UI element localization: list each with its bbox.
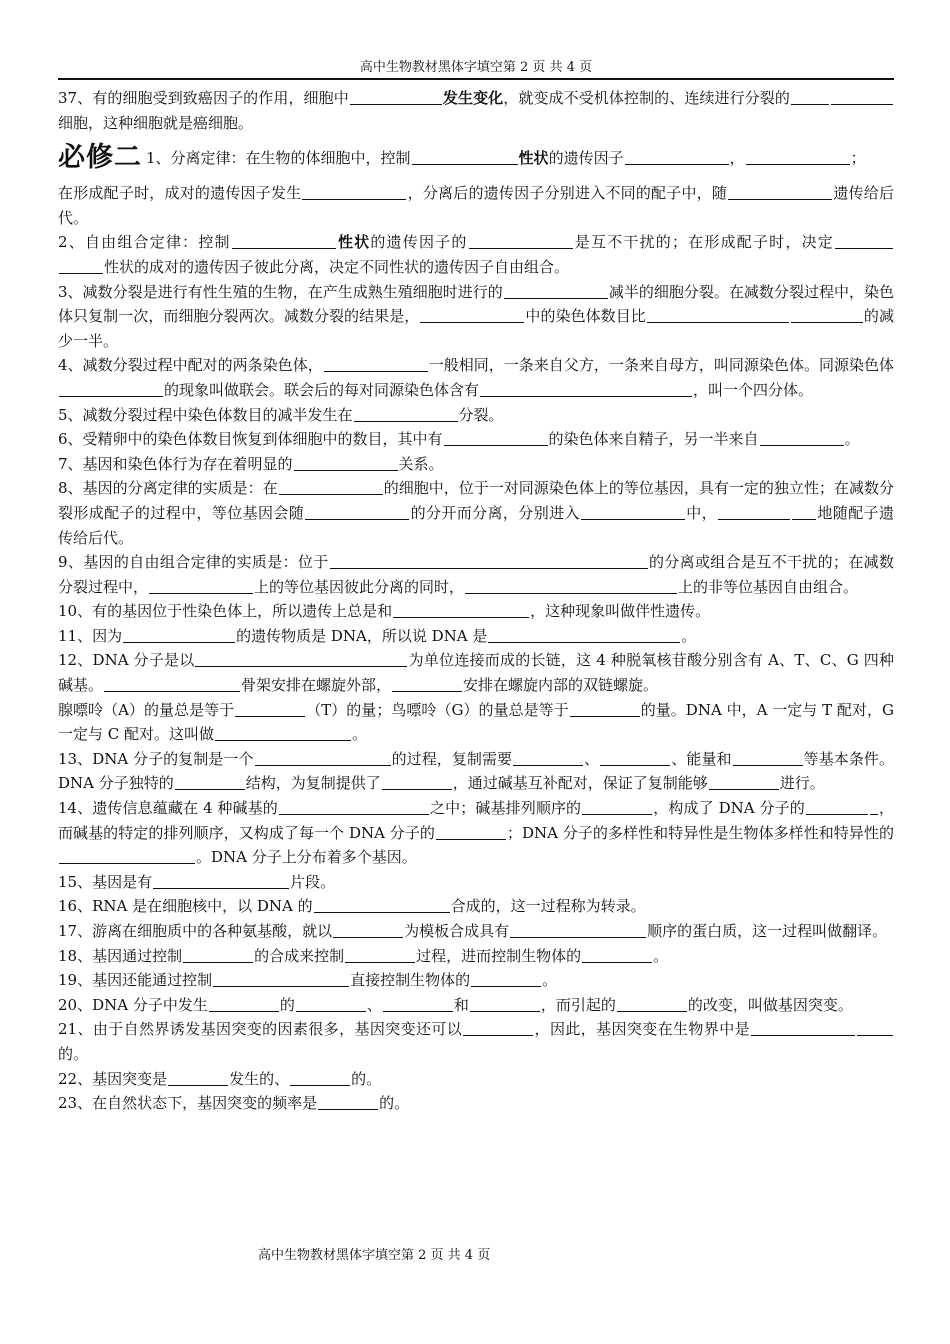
blank[interactable] xyxy=(792,502,816,520)
blank[interactable] xyxy=(581,502,685,520)
question-15: 15、基因是有 片段。 xyxy=(58,872,336,891)
blank[interactable] xyxy=(488,625,680,643)
blank[interactable] xyxy=(582,945,652,963)
blank[interactable] xyxy=(831,87,893,105)
blank[interactable] xyxy=(469,231,573,249)
section-title: 必修二 xyxy=(58,142,142,174)
blank[interactable] xyxy=(791,87,829,105)
blank[interactable] xyxy=(324,354,428,372)
blank[interactable] xyxy=(420,305,524,323)
blank[interactable] xyxy=(709,772,779,790)
question-18: 18、基因通过控制 的合成来控制 过程，进而控制生物体的 。 xyxy=(58,946,669,965)
blank[interactable] xyxy=(209,994,279,1012)
blank[interactable] xyxy=(718,502,790,520)
blank[interactable] xyxy=(235,699,305,717)
blank[interactable] xyxy=(733,748,803,766)
blank[interactable] xyxy=(392,674,462,692)
question-11: 11、因为 的遗传物质是 DNA，所以说 DNA 是 。 xyxy=(58,626,697,645)
blank[interactable] xyxy=(296,994,366,1012)
blank[interactable] xyxy=(153,871,289,889)
blank[interactable] xyxy=(59,379,163,397)
question-37: 37、有的细胞受到致癌因子的作用，细胞中 发生变化，就变成不受机体控制的、连续进行分裂的细胞，这种细胞就是癌细胞。 xyxy=(58,86,894,135)
blank[interactable] xyxy=(290,1068,350,1086)
blank[interactable] xyxy=(383,994,453,1012)
blank[interactable] xyxy=(195,649,407,667)
blank[interactable] xyxy=(751,1018,855,1036)
blank[interactable] xyxy=(746,147,850,165)
question-12-cont: 腺嘌呤（A）的量总是等于 （T）的量；鸟嘌呤（G）的量总是等于 的量。DNA 中，A 一定与 T 配对，G 一定与 C 配对。这叫做 。 xyxy=(58,700,894,744)
question-10: 10、有的基因位于性染色体上，所以遗传上总是和 ，这种现象叫做伴性遗传。 xyxy=(58,602,711,621)
blank[interactable] xyxy=(350,87,442,105)
blank[interactable] xyxy=(463,1018,533,1036)
blank[interactable] xyxy=(647,305,789,323)
question-20: 20、DNA 分子中发生 的 、 和 ，而引起的 的改变，叫做基因突变。 xyxy=(58,995,853,1014)
question-9: 9、基因的自由组合定律的实质是：位于 的分离或组合是互不干扰的；在减数分裂过程中， 上的等位基因彼此分离的同时， 上的非等位基因自由组合。 xyxy=(58,553,894,596)
question-8: 8、基因的分离定律的实质是：在 的细胞中，位于一对同源染色体上的等位基因，具有一定的独立性；在减数分裂形成配子的过程中，等位基因会随 的分开而分离，分别进入 中， 地随配子遗传给后代。 xyxy=(58,479,894,547)
question-16: 16、RNA 是在细胞核中，以 DNA 的 合成的，这一过程称为转录。 xyxy=(58,897,646,916)
blank[interactable] xyxy=(570,699,640,717)
blank[interactable] xyxy=(168,1068,228,1086)
question-4: 4、减数分裂过程中配对的两条染色体， 一般相同，一条来自父方，一条来自母方，叫同源染色体。同源染色体的现象叫做联会。联会后的每对同源染色体含有 ，叫一个四分体。 xyxy=(58,356,894,399)
blank[interactable] xyxy=(471,969,541,987)
blank[interactable] xyxy=(857,1018,893,1036)
blank[interactable] xyxy=(444,428,548,446)
page-header: 高中生物教材黑体字填空第 2 页 共 4 页 xyxy=(58,58,894,80)
blank[interactable] xyxy=(412,147,518,165)
question-23: 23、在自然状态下，基因突变的频率是 的。 xyxy=(58,1094,410,1113)
blank[interactable] xyxy=(625,147,729,165)
blank[interactable] xyxy=(305,502,409,520)
blank[interactable] xyxy=(279,797,429,815)
question-5: 5、减数分裂过程中染色体数目的减半发生在 分裂。 xyxy=(58,405,504,424)
blank[interactable] xyxy=(504,281,608,299)
blank[interactable] xyxy=(232,231,336,249)
blank[interactable] xyxy=(345,945,415,963)
blank[interactable] xyxy=(393,600,529,618)
blank[interactable] xyxy=(806,797,868,815)
page-footer: 高中生物教材黑体字填空第 2 页 共 4 页 xyxy=(258,1248,491,1263)
blank[interactable] xyxy=(183,945,253,963)
blank[interactable] xyxy=(318,1092,378,1110)
blank[interactable] xyxy=(333,920,403,938)
question-2: 2、自由组合定律：控制 性状的遗传因子的 是互不干扰的；在形成配子时，决定性状的成对的遗传因子彼此分离，决定不同性状的遗传因子自由组合。 xyxy=(58,230,894,279)
blank[interactable] xyxy=(760,428,844,446)
blank[interactable] xyxy=(302,182,406,200)
question-1: 必修二 1、分离定律：在生物的体细胞中，控制 性状的遗传因子 ， ； xyxy=(58,142,866,174)
blank[interactable] xyxy=(149,576,253,594)
blank[interactable] xyxy=(104,674,240,692)
worksheet-page xyxy=(58,58,894,1116)
blank[interactable] xyxy=(870,797,878,815)
blank[interactable] xyxy=(213,969,349,987)
blank[interactable] xyxy=(480,379,692,397)
question-19: 19、基因还能通过控制 直接控制生物体的 。 xyxy=(58,971,558,990)
blank[interactable] xyxy=(510,920,646,938)
blank[interactable] xyxy=(617,994,687,1012)
blank[interactable] xyxy=(382,772,452,790)
question-7: 7、基因和染色体行为存在着明显的 关系。 xyxy=(58,454,444,473)
blank[interactable] xyxy=(279,477,383,495)
blank[interactable] xyxy=(314,895,450,913)
blank[interactable] xyxy=(582,797,652,815)
question-12: 12、DNA 分子是以 为单位连接而成的长链，这 4 种脱氧核苷酸分别含有 A、T、C、G 四种碱基。 骨架安排在螺旋外部， 安排在螺旋内部的双链螺旋。 xyxy=(58,651,894,695)
question-1-cont: 在形成配子时，成对的遗传因子发生 ，分离后的遗传因子分别进入不同的配子中，随 遗传给后代。 xyxy=(58,184,894,227)
blank[interactable] xyxy=(294,453,398,471)
blank[interactable] xyxy=(470,994,540,1012)
blank[interactable] xyxy=(728,182,832,200)
question-6: 6、受精卵中的染色体数目恢复到体细胞中的数目，其中有 的染色体来自精子，另一半来自 。 xyxy=(58,430,860,449)
blank[interactable] xyxy=(123,625,235,643)
question-13: 13、DNA 分子的复制是一个 的过程，复制需要 、 、能量和 等基本条件。DNA 分子独特的 结构，为复制提供了 ，通过碱基互补配对，保证了复制能够 进行。 xyxy=(58,749,894,793)
blank[interactable] xyxy=(59,256,103,274)
blank[interactable] xyxy=(791,305,863,323)
question-22: 22、基因突变是 发生的、 的。 xyxy=(58,1069,382,1088)
blank[interactable] xyxy=(330,551,648,569)
blank[interactable] xyxy=(59,846,195,864)
question-3: 3、减数分裂是进行有性生殖的生物，在产生成熟生殖细胞时进行的 减半的细胞分裂。在减数分裂过程中，染色体只复制一次，而细胞分裂两次。减数分裂的结果是， 中的染色体数目比 的减少一半。 xyxy=(58,282,894,350)
blank[interactable] xyxy=(600,748,670,766)
blank[interactable] xyxy=(255,748,391,766)
blank[interactable] xyxy=(354,404,458,422)
blank[interactable] xyxy=(835,231,893,249)
question-21: 21、由于自然界诱发基因突变的因素很多，基因突变还可以 ，因此，基因突变在生物界中是的。 xyxy=(58,1017,894,1066)
blank[interactable] xyxy=(175,772,245,790)
blank[interactable] xyxy=(436,822,506,840)
question-14: 14、遗传信息蕴藏在 4 种碱基的 之中；碱基排列顺序的 ，构成了 DNA 分子的 ，而碱基的特定的排列顺序，又构成了每一个 DNA 分子的 ；DNA 分子的多样性和特异性是生物体多样性和特异性的。DNA 分子上分布着多个基因。 xyxy=(58,799,894,867)
blank[interactable] xyxy=(465,576,677,594)
blank[interactable] xyxy=(215,723,351,741)
blank[interactable] xyxy=(513,748,583,766)
question-17: 17、游离在细胞质中的各种氨基酸，就以 为模板合成具有 顺序的蛋白质，这一过程叫做翻译。 xyxy=(58,922,888,940)
